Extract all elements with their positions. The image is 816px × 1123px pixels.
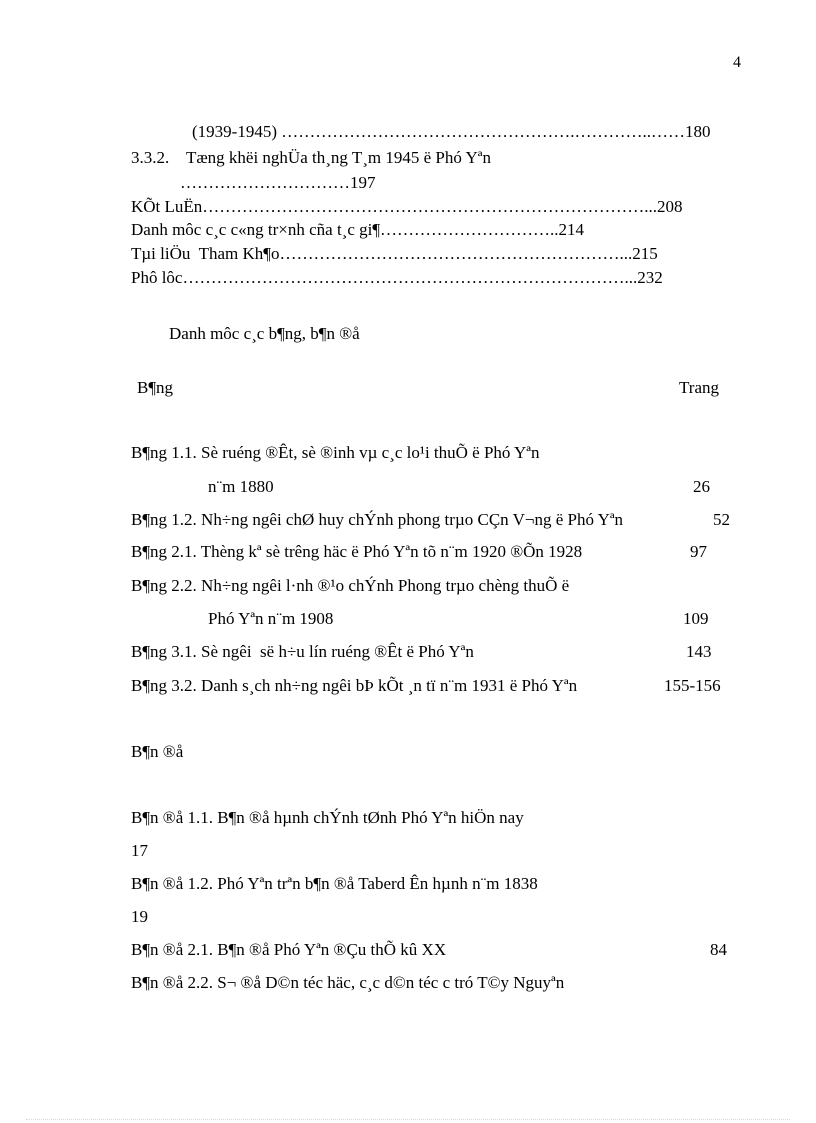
table-entry-3-2-page: 155-156 xyxy=(664,676,721,695)
toc-line-author-works: Danh môc c¸c c«ng tr×nh cña t¸c gi¶…………………………..214 xyxy=(131,220,585,239)
table-entry-3-2: B¶ng 3.2. Danh s¸ch nh÷ng ngêi bÞ kÕt ¸n tï n¨m 1931 ë Phó Yªn xyxy=(131,676,578,695)
page-bottom-border xyxy=(26,1119,790,1120)
map-entry-2-1: B¶n ®å 2.1. B¶n ®å Phó Yªn ®Çu thÕ kû XX xyxy=(131,940,447,959)
page-number: 4 xyxy=(733,54,741,71)
table-entry-1-2-page: 52 xyxy=(713,510,730,529)
tables-column-label: B¶ng xyxy=(137,378,174,397)
table-entry-2-2-cont: Phó Yªn n¨m 1908 xyxy=(208,609,334,628)
table-entry-3-1: B¶ng 3.1. Sè ngêi së h÷u lín ruéng ®Êt ë Phó Yªn xyxy=(131,642,474,661)
toc-line-references: Tµi liÖu Tham Kh¶o……………………………………………………...215 xyxy=(131,244,658,263)
map-entry-2-1-page: 84 xyxy=(710,940,727,959)
toc-line-conclusion: KÕt LuËn……………………………………………………………………...208 xyxy=(131,197,683,216)
map-entry-1-2: B¶n ®å 1.2. Phó Yªn trªn b¶n ®å Taberd Ên hµnh n¨m 1838 xyxy=(131,874,538,893)
table-entry-2-2-page: 109 xyxy=(683,609,709,628)
table-entry-1-1-page: 26 xyxy=(693,477,710,496)
toc-line-uprising: 3.3.2. Tæng khëi nghÜa th¸ng T¸m 1945 ë Phó Yªn xyxy=(131,148,491,167)
toc-line-period: (1939-1945) …………………………………………….…………..……180 xyxy=(192,122,711,141)
table-entry-1-2: B¶ng 1.2. Nh÷ng ngêi chØ huy chÝnh phong trµo CÇn V¬ng ë Phó Yªn xyxy=(131,510,624,529)
maps-heading: B¶n ®å xyxy=(131,742,184,761)
list-of-tables-maps-heading: Danh môc c¸c b¶ng, b¶n ®å xyxy=(169,324,360,343)
table-entry-2-1: B¶ng 2.1. Thèng kª sè trêng häc ë Phó Yªn tõ n¨m 1920 ®Õn 1928 xyxy=(131,542,583,561)
table-entry-2-1-page: 97 xyxy=(690,542,707,561)
page-column-label: Trang xyxy=(679,378,719,397)
map-entry-1-2-page: 19 xyxy=(131,907,148,926)
map-entry-2-2: B¶n ®å 2.2. S¬ ®å D©n téc häc, c¸c d©n téc c tró T©y Nguyªn xyxy=(131,973,565,992)
table-entry-1-1-cont: n¨m 1880 xyxy=(208,477,274,496)
map-entry-1-1: B¶n ®å 1.1. B¶n ®å hµnh chÝnh tØnh Phó Yªn hiÖn nay xyxy=(131,808,524,827)
table-entry-1-1: B¶ng 1.1. Sè ruéng ®Êt, sè ®inh vµ c¸c lo¹i thuÕ ë Phó Yªn xyxy=(131,443,540,462)
table-entry-2-2: B¶ng 2.2. Nh÷ng ngêi l·nh ®¹o chÝnh Phong trµo chèng thuÕ ë xyxy=(131,576,570,595)
toc-line-appendix: Phô lôc……………………………………………………………………...232 xyxy=(131,268,663,287)
table-entry-3-1-page: 143 xyxy=(686,642,712,661)
toc-line-uprising-page: …………………………197 xyxy=(180,173,376,192)
map-entry-1-1-page: 17 xyxy=(131,841,148,860)
